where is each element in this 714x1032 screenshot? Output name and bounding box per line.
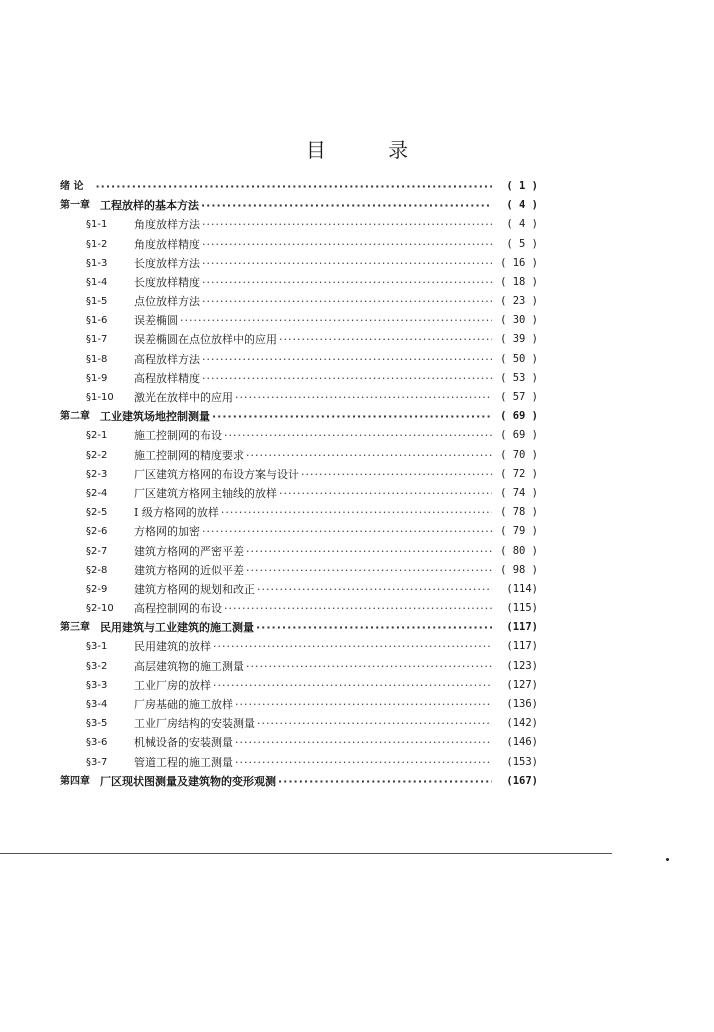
toc-page-number: (142) [506,717,538,730]
toc-page-number: ( 80 ) [500,544,538,557]
toc-page-number: ( 4 ) [506,199,538,212]
toc-entry-number: §2-9 [86,583,108,595]
toc-page-number: (114) [506,582,538,595]
toc-section-row [60,426,538,445]
toc-section-row [60,215,538,234]
toc-page-number: ( 98 ) [500,563,538,576]
dot-leader [202,235,492,254]
toc-entry-number: §1-4 [86,276,108,288]
toc-section-row [60,561,538,580]
toc-entry-number: §2-8 [86,564,108,576]
dot-leader [202,350,492,369]
dot-leader [202,215,492,234]
toc-page-number: ( 23 ) [500,295,538,308]
toc-section-row [60,254,538,273]
dot-leader [278,772,492,791]
toc-page-number: ( 18 ) [500,275,538,288]
toc-page-number: ( 57 ) [500,391,538,404]
toc-entry-number: §1-3 [86,257,108,269]
toc-entry-number: 第二章 [60,411,90,423]
scan-speck [666,858,669,861]
toc-page-number: ( 74 ) [500,486,538,499]
toc-entry-number: §3-5 [86,718,108,730]
toc-section-row [60,695,538,714]
toc-entry-title: 建筑方格网的规划和改正 [134,582,255,596]
toc-section-row [60,446,538,465]
toc-section-row [60,676,538,695]
toc-entry-title: 管道工程的施工测量 [134,755,233,769]
toc-section-row [60,292,538,311]
dot-leader [221,503,492,522]
toc-entry-title: 工业建筑场地控制测量 [100,410,210,424]
toc-chapter-row [60,772,538,791]
toc-entry-number: §1-7 [86,334,108,346]
dot-leader [246,561,492,580]
dot-leader [202,522,492,541]
toc-entry-title: 民用建筑与工业建筑的施工测量 [100,621,254,635]
dot-leader [202,369,492,388]
dot-leader [224,426,492,445]
toc-section-row [60,388,538,407]
toc-entry-number: 第一章 [60,200,90,212]
toc-section-row [60,753,538,772]
toc-entry-number: §3-7 [86,756,108,768]
toc-entry-number: §3-3 [86,679,108,691]
toc-page-number: ( 53 ) [500,371,538,384]
toc-entry-number: §1-9 [86,372,108,384]
toc-entry-number: §3-1 [86,641,108,653]
toc-page-number: (127) [506,678,538,691]
page-title: 目 录 [305,138,437,162]
toc-entry-title: 厂区现状图测量及建筑物的变形观测 [100,774,276,788]
toc-chapter-row [60,177,538,196]
dot-leader [202,292,492,311]
toc-entry-number: §2-2 [86,449,108,461]
toc-page-number: ( 70 ) [500,448,538,461]
toc-entry-title: 厂房基础的施工放样 [134,698,233,712]
dot-leader [235,695,492,714]
toc-section-row [60,580,538,599]
toc-page-number: (115) [506,602,538,615]
toc-entry-title: 工程放样的基本方法 [100,199,199,213]
toc-page-number: (117) [506,640,538,653]
toc-section-row [60,369,538,388]
table-of-contents [60,177,538,791]
toc-page-number: (146) [506,736,538,749]
dot-leader [213,637,492,656]
toc-page-number: ( 39 ) [500,333,538,346]
toc-entry-title: 高程控制网的布设 [134,602,222,616]
toc-entry-title: 激光在放样中的应用 [134,391,233,405]
toc-entry-number: §2-10 [86,603,114,615]
toc-section-row [60,714,538,733]
dot-leader [257,580,492,599]
toc-section-row [60,331,538,350]
toc-page-number: ( 30 ) [500,314,538,327]
scan-edge-line [0,853,612,854]
toc-entry-title: 工业厂房结构的安装测量 [134,717,255,731]
toc-section-row [60,638,538,657]
dot-leader [257,714,492,733]
dot-leader [202,254,492,273]
toc-page-number: (167) [506,774,538,787]
toc-entry-title: 厂区建筑方格网的布设方案与设计 [134,467,299,481]
toc-entry-number: 第四章 [60,775,90,787]
dot-leader [213,676,492,695]
dot-leader [180,311,492,330]
dot-leader [212,407,492,426]
dot-leader [301,465,492,484]
toc-page-number: (123) [506,659,538,672]
dot-leader [201,196,492,215]
toc-entry-title: 误差椭圆 [134,314,178,328]
toc-entry-title: 角度放样精度 [134,237,200,251]
toc-page-number: ( 69 ) [500,410,538,423]
toc-entry-number: §2-1 [86,430,108,442]
toc-entry-title: 机械设备的安装测量 [134,736,233,750]
toc-page-number: (136) [506,698,538,711]
toc-section-row [60,484,538,503]
toc-entry-title: 长度放样精度 [134,275,200,289]
toc-entry-title: 高层建筑物的施工测量 [134,659,244,673]
toc-page-number: ( 4 ) [506,218,538,231]
toc-chapter-row [60,196,538,215]
toc-section-row [60,311,538,330]
dot-leader [202,273,492,292]
toc-entry-number: §3-6 [86,737,108,749]
toc-entry-title: I 级方格网的放样 [134,506,219,520]
toc-chapter-row [60,407,538,426]
toc-page-number: ( 69 ) [500,429,538,442]
toc-page-number: ( 5 ) [506,237,538,250]
toc-page-number: ( 1 ) [506,179,538,192]
dot-leader [246,542,492,561]
toc-entry-number: §1-1 [86,219,108,231]
toc-entry-number: §3-2 [86,660,108,672]
toc-entry-title: 角度放样方法 [134,218,200,232]
toc-page-number: (117) [506,621,538,634]
dot-leader [256,618,492,637]
toc-entry-title: 工业厂房的放样 [134,678,211,692]
toc-section-row [60,273,538,292]
toc-section-row [60,503,538,522]
toc-entry-title: 误差椭圆在点位放样中的应用 [134,333,277,347]
toc-page-number: (153) [506,755,538,768]
toc-entry-title: 建筑方格网的严密平差 [134,544,244,558]
toc-entry-title: 民用建筑的放样 [134,640,211,654]
toc-page-number: ( 79 ) [500,525,538,538]
toc-section-row [60,350,538,369]
toc-section-row [60,599,538,618]
dot-leader [95,177,492,196]
toc-page-number: ( 72 ) [500,467,538,480]
toc-entry-title: 高程放样方法 [134,352,200,366]
toc-page-number: ( 16 ) [500,256,538,269]
toc-entry-number: §2-3 [86,468,108,480]
toc-entry-number: 第三章 [60,622,90,634]
dot-leader [246,446,492,465]
toc-entry-title: 方格网的加密 [134,525,200,539]
toc-entry-number: §2-6 [86,526,108,538]
dot-leader [246,657,492,676]
toc-chapter-row [60,618,538,637]
toc-section-row [60,542,538,561]
toc-section-row [60,522,538,541]
toc-page-number: ( 50 ) [500,352,538,365]
dot-leader [235,733,492,752]
toc-entry-number: §2-7 [86,545,108,557]
dot-leader [279,484,492,503]
toc-entry-number: §1-6 [86,315,108,327]
toc-entry-number: §3-4 [86,699,108,711]
toc-section-row [60,235,538,254]
toc-page-number: ( 78 ) [500,506,538,519]
toc-entry-number: §2-4 [86,487,108,499]
toc-entry-number: §2-5 [86,507,108,519]
toc-entry-title: 长度放样方法 [134,256,200,270]
dot-leader [224,599,492,618]
dot-leader [279,330,492,349]
toc-entry-number: §1-2 [86,238,108,250]
toc-section-row [60,657,538,676]
toc-entry-title: 高程放样精度 [134,371,200,385]
dot-leader [235,388,492,407]
toc-entry-number: §1-8 [86,353,108,365]
toc-entry-number: 绪 论 [60,180,84,192]
toc-section-row [60,733,538,752]
toc-entry-number: §1-5 [86,296,108,308]
toc-entry-title: 建筑方格网的近似平差 [134,563,244,577]
toc-entry-title: 厂区建筑方格网主轴线的放样 [134,486,277,500]
toc-entry-number: §1-10 [86,392,114,404]
toc-section-row [60,465,538,484]
toc-entry-title: 点位放样方法 [134,295,200,309]
dot-leader [235,753,492,772]
toc-entry-title: 施工控制网的布设 [134,429,222,443]
toc-entry-title: 施工控制网的精度要求 [134,448,244,462]
